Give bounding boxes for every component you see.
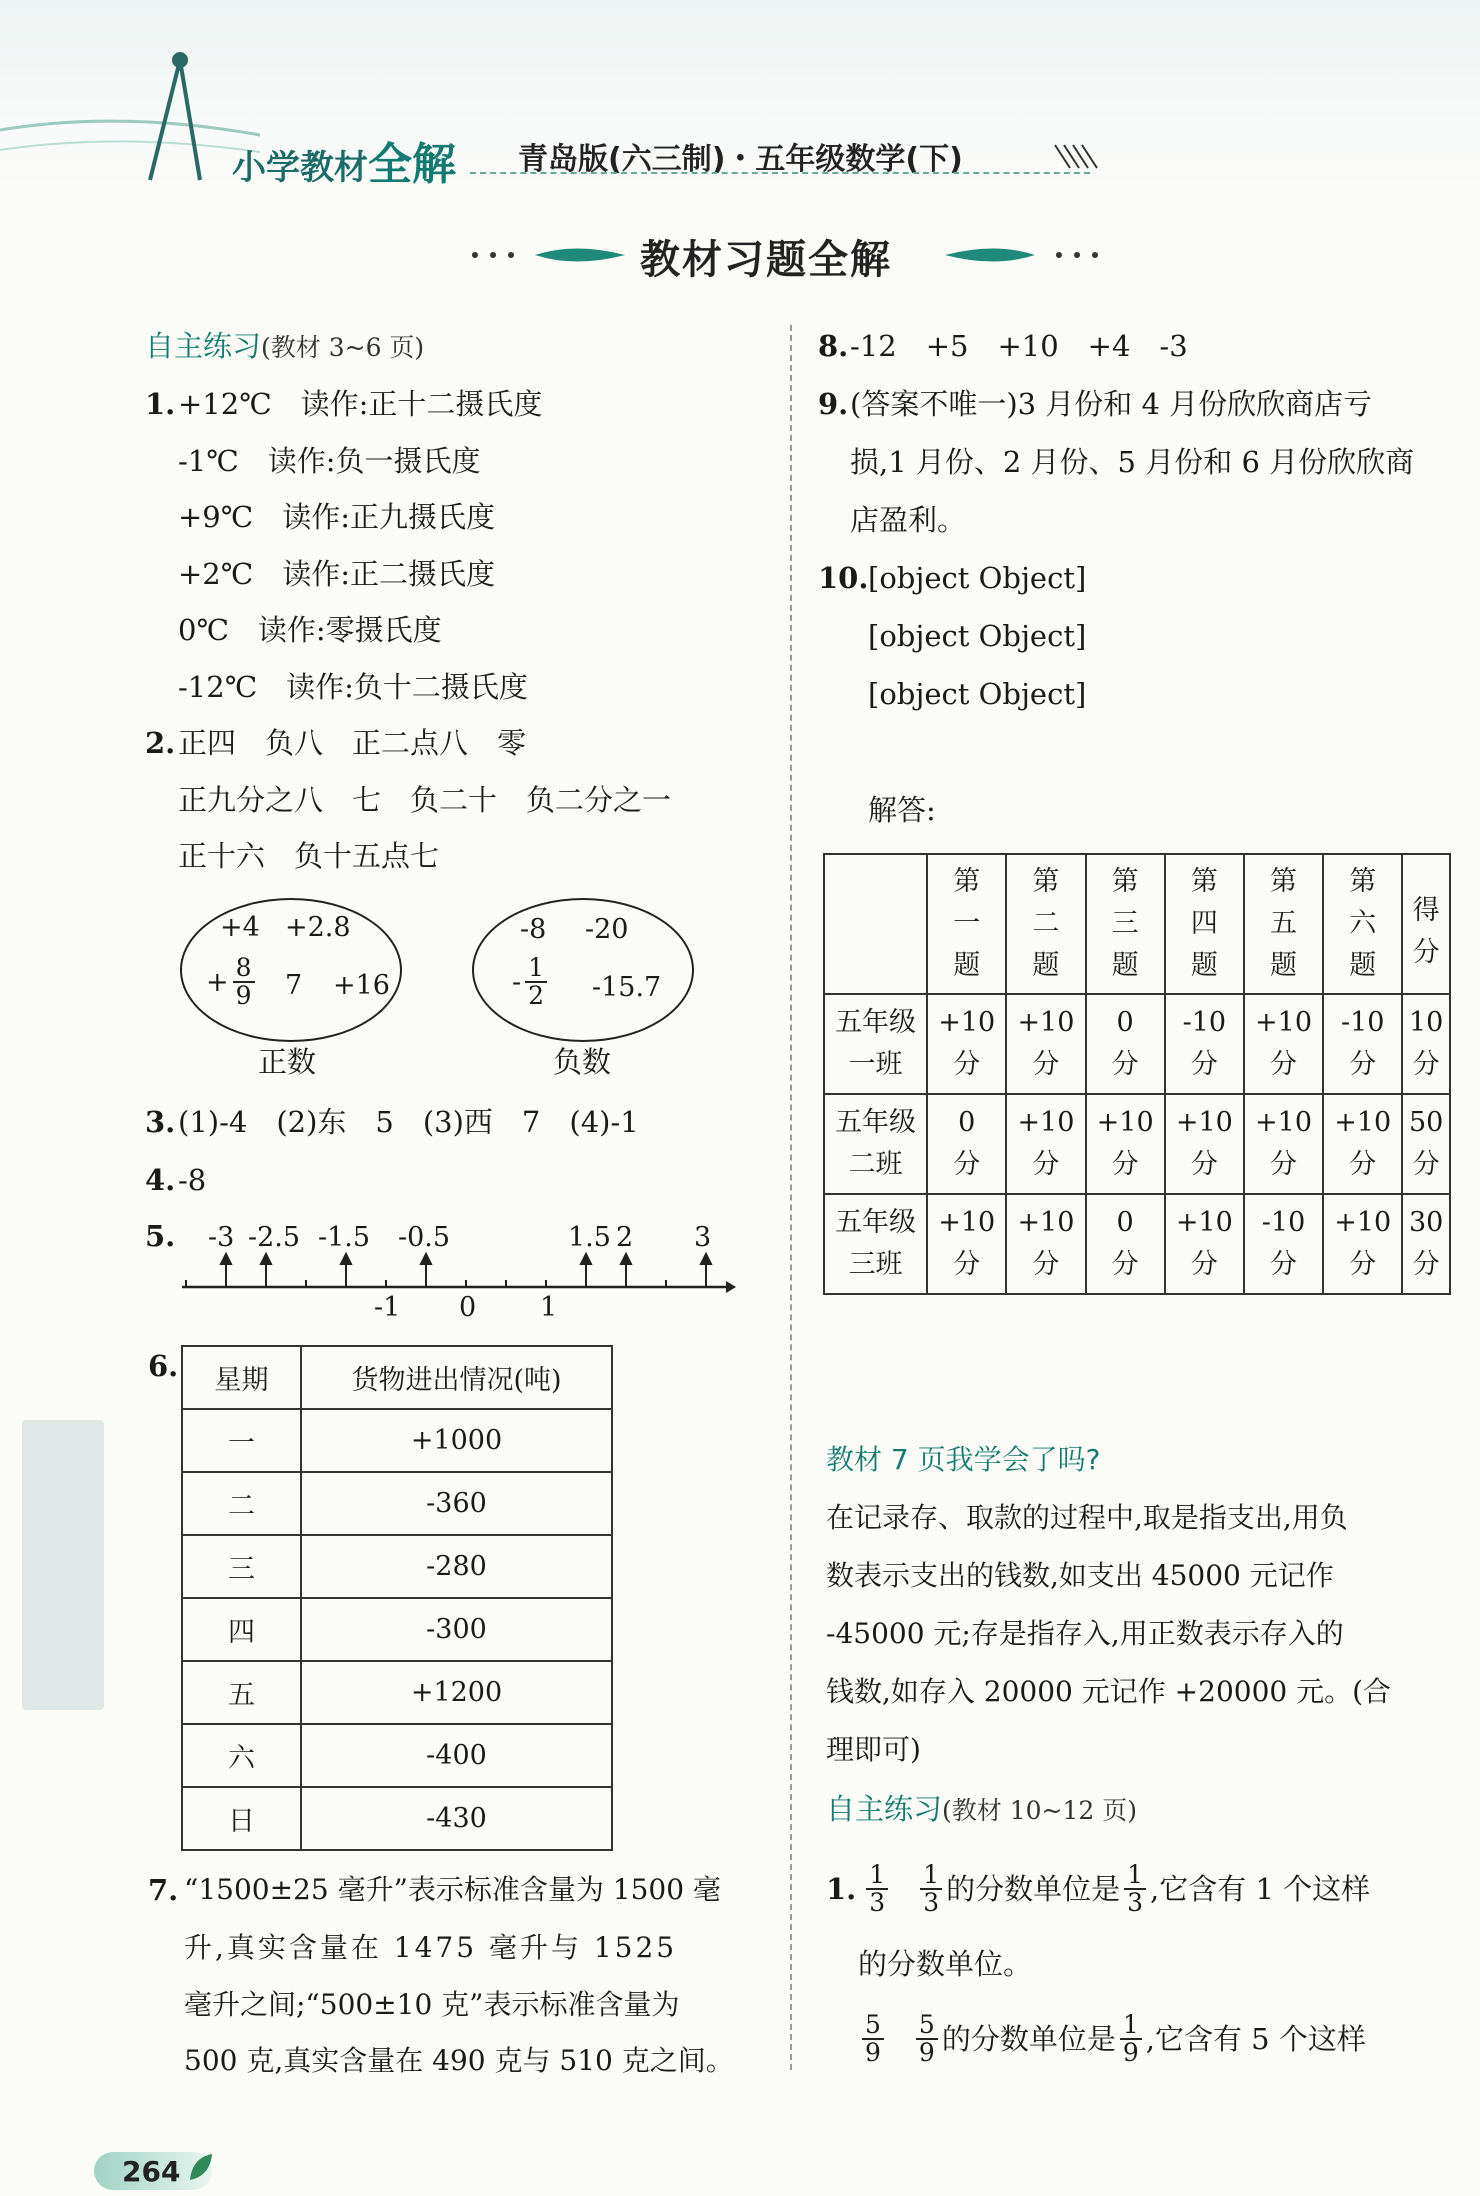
q6-table <box>181 1345 613 1851</box>
number-line-mark: 3 <box>694 1222 712 1253</box>
q9-line: (答案不唯一)3 月份和 4 月份欣欣商店亏 <box>850 387 1373 421</box>
score-cell: +10 分 <box>1244 1094 1323 1194</box>
slash-decoration-icon <box>1050 140 1100 170</box>
table-header: 第 三 题 <box>1086 854 1165 994</box>
table-header: 得 分 <box>1402 854 1450 994</box>
number-line-mark: -2.5 <box>248 1222 301 1253</box>
header-rule <box>470 172 1090 174</box>
table-cell: -400 <box>301 1724 612 1787</box>
number-line <box>178 1252 738 1302</box>
table-row <box>182 1598 612 1661</box>
table-cell: -430 <box>301 1787 612 1850</box>
set-fraction: + $\frac{8}{9}$ <box>206 955 259 1010</box>
score-cell: -10 分 <box>1165 994 1244 1094</box>
table-row <box>182 1661 612 1724</box>
fraction-answer-2: $\frac{5}{9}$ $\frac{5}{9}$ 的分数单位是 $\frac{1}{9}$ ,它含有 5 个这样 <box>858 2012 1366 2067</box>
table-cell: +1200 <box>301 1661 612 1724</box>
q10-line: [object Object] <box>868 561 1087 595</box>
title-right-ornament-icon <box>945 248 1105 262</box>
side-tab <box>22 1420 104 1710</box>
section-title: 教材习题全解 <box>640 237 892 283</box>
table-header: 货物进出情况(吨) <box>301 1346 612 1409</box>
score-cell: 30 分 <box>1402 1194 1450 1294</box>
q8-number: 8. <box>818 329 849 363</box>
table-row <box>182 1409 612 1472</box>
score-cell: 0 分 <box>1086 1194 1165 1294</box>
review-heading: 教材 7 页我学会了吗? <box>826 1443 1101 1476</box>
q9-number: 9. <box>818 387 849 421</box>
q7-line: 500 克,真实含量在 490 克与 510 克之间。 <box>184 2044 734 2077</box>
number-line-mark: 2 <box>616 1222 634 1253</box>
q10-line: [object Object] <box>868 619 1087 653</box>
table-cell: 二 <box>182 1472 301 1535</box>
table-row <box>182 1472 612 1535</box>
table-header-row <box>824 854 1450 994</box>
table-header: 第 二 题 <box>1006 854 1085 994</box>
table-row <box>824 994 1450 1094</box>
q7-line: 升,真实含量在 1475 毫升与 1525 <box>184 1931 678 1964</box>
score-cell: 50 分 <box>1402 1094 1450 1194</box>
table-row <box>182 1787 612 1850</box>
table-header: 第 四 题 <box>1165 854 1244 994</box>
set-item: -15.7 <box>592 972 662 1003</box>
table-cell: 日 <box>182 1787 301 1850</box>
column-divider <box>790 325 792 2070</box>
review-line: 钱数,如存入 20000 元记作 +20000 元。(合 <box>826 1675 1392 1708</box>
q10-score-table <box>823 853 1451 1295</box>
q6-number: 6. <box>148 1349 179 1383</box>
set-item: 7 <box>285 970 303 1001</box>
book-subtitle: 青岛版(六三制)・五年级数学(下) <box>518 142 963 177</box>
negative-set-label: 负数 <box>553 1045 612 1079</box>
q7-number: 7. <box>148 1873 179 1907</box>
number-line-axis-label: 1 <box>540 1292 558 1323</box>
set-item: +4 <box>220 912 260 943</box>
q1-line: +12℃ 读作:正十二摄氏度 <box>178 387 543 421</box>
table-header: 第 五 题 <box>1244 854 1323 994</box>
table-cell: -360 <box>301 1472 612 1535</box>
review-line: -45000 元;存是指存入,用正数表示存入的 <box>826 1617 1344 1650</box>
review-line: 数表示支出的钱数,如支出 45000 元记作 <box>826 1559 1334 1592</box>
page-number: 264 <box>122 2155 181 2188</box>
score-cell: +10 分 <box>1165 1094 1244 1194</box>
set-item: -8 <box>520 914 547 945</box>
table-header: 第 六 题 <box>1323 854 1402 994</box>
table-row <box>824 1194 1450 1294</box>
table-cell: +1000 <box>301 1409 612 1472</box>
q1-line: 0℃ 读作:零摄氏度 <box>178 613 442 647</box>
q10-answer-label: 解答: <box>868 793 936 827</box>
score-cell: +10 分 <box>1006 1194 1085 1294</box>
score-cell: +10 分 <box>1006 994 1085 1094</box>
set-item: +2.8 <box>285 912 351 943</box>
number-line-mark: 1.5 <box>568 1222 611 1253</box>
score-cell: 0 分 <box>927 1094 1006 1194</box>
class-name-cell: 五年级 三班 <box>824 1194 927 1294</box>
negative-set-oval <box>472 898 694 1042</box>
q3-number: 3. <box>145 1105 176 1139</box>
q7-line: 毫升之间;“500±10 克”表示标准含量为 <box>184 1988 680 2021</box>
q1-line: -12℃ 读作:负十二摄氏度 <box>178 670 528 704</box>
score-cell: +10 分 <box>1086 1094 1165 1194</box>
q1-line: +9℃ 读作:正九摄氏度 <box>178 500 495 534</box>
table-row <box>824 1094 1450 1194</box>
q9-line: 店盈利。 <box>850 503 967 537</box>
q2-line: 正十六 负十五点七 <box>178 839 440 873</box>
score-cell: +10 分 <box>1165 1194 1244 1294</box>
table-header: 第 一 题 <box>927 854 1006 994</box>
q10-number: 10. <box>818 561 869 595</box>
score-cell: +10 分 <box>927 994 1006 1094</box>
title-left-ornament-icon <box>465 248 625 262</box>
compass-logo-icon <box>0 40 260 190</box>
fraction-answer-1: 1. $\frac{1}{3}$ $\frac{1}{3}$ 的分数单位是 $\frac{1}{3}$ ,它含有 1 个这样 <box>826 1860 1371 1918</box>
table-corner <box>824 854 927 994</box>
practice-heading-2: 自主练习(教材 10~12 页) <box>826 1792 1137 1826</box>
q2-line: 正四 负八 正二点八 零 <box>178 726 527 760</box>
set-item: +16 <box>333 970 390 1001</box>
score-cell: +10 分 <box>1244 994 1323 1094</box>
number-line-mark: -1.5 <box>318 1222 371 1253</box>
fraction-answer-1-line2: 的分数单位。 <box>858 1947 1033 1981</box>
q7-line: “1500±25 毫升”表示标准含量为 1500 毫 <box>184 1873 721 1906</box>
number-line-mark: -3 <box>208 1222 235 1253</box>
practice-heading-1: 自主练习(教材 3~6 页) <box>145 329 425 363</box>
table-cell: 一 <box>182 1409 301 1472</box>
q1-line: -1℃ 读作:负一摄氏度 <box>178 444 481 478</box>
q3-answer: (1)-4 (2)东 5 (3)西 7 (4)-1 <box>178 1105 639 1139</box>
review-line: 在记录存、取款的过程中,取是指支出,用负 <box>826 1501 1348 1534</box>
table-header: 星期 <box>182 1346 301 1409</box>
book-title: 小学教材全解 <box>232 139 456 190</box>
score-cell: +10 分 <box>1006 1094 1085 1194</box>
q4-answer: -8 <box>178 1163 207 1197</box>
table-cell: 四 <box>182 1598 301 1661</box>
q9-line: 损,1 月份、2 月份、5 月份和 6 月份欣欣商 <box>850 445 1415 479</box>
class-name-cell: 五年级 一班 <box>824 994 927 1094</box>
score-cell: +10 分 <box>1323 1094 1402 1194</box>
number-line-axis-label: 0 <box>459 1292 477 1323</box>
q8-answer: -12 +5 +10 +4 -3 <box>850 329 1188 363</box>
number-line-axis-label: -1 <box>374 1292 401 1323</box>
table-cell: -300 <box>301 1598 612 1661</box>
score-cell: 10 分 <box>1402 994 1450 1094</box>
q10-line: [object Object] <box>868 677 1087 711</box>
q2-number: 2. <box>145 726 176 760</box>
score-cell: +10 分 <box>927 1194 1006 1294</box>
q5-number: 5. <box>145 1219 176 1253</box>
class-name-cell: 五年级 二班 <box>824 1094 927 1194</box>
table-cell: 五 <box>182 1661 301 1724</box>
score-cell: 0 分 <box>1086 994 1165 1094</box>
positive-set-label: 正数 <box>258 1045 317 1079</box>
q4-number: 4. <box>145 1163 176 1197</box>
table-cell: 六 <box>182 1724 301 1787</box>
q1-number: 1. <box>145 387 176 421</box>
review-line: 理即可) <box>826 1733 921 1766</box>
score-cell: +10 分 <box>1323 1194 1402 1294</box>
q1-line: +2℃ 读作:正二摄氏度 <box>178 557 495 591</box>
score-cell: -10 分 <box>1323 994 1402 1094</box>
set-item: -20 <box>585 914 629 945</box>
number-line-mark: -0.5 <box>398 1222 451 1253</box>
leaf-icon <box>186 2150 216 2186</box>
score-cell: -10 分 <box>1244 1194 1323 1294</box>
table-cell: -280 <box>301 1535 612 1598</box>
table-cell: 三 <box>182 1535 301 1598</box>
set-fraction: - $\frac{1}{2}$ <box>512 955 551 1010</box>
table-row <box>182 1724 612 1787</box>
table-row <box>182 1535 612 1598</box>
q2-line: 正九分之八 七 负二十 负二分之一 <box>178 783 672 817</box>
